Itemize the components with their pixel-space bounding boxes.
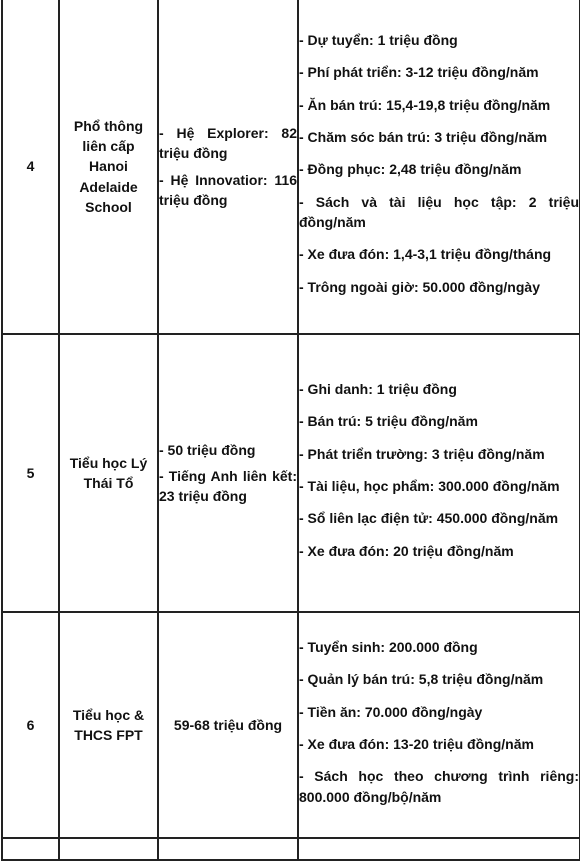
school-name-line: Tiểu học &: [72, 706, 145, 723]
fee-item: - Trông ngoài giờ: 50.000 đồng/ngày: [299, 278, 540, 295]
school-fees-table: [1, 0, 580, 861]
row-number: 4: [2, 0, 59, 334]
school-name: [59, 334, 158, 612]
fees-cell: [298, 838, 580, 860]
fee-item: - Phát triển trường: 3 triệu đồng/năm: [299, 445, 545, 462]
fee-item: - Tiền ăn: 70.000 đồng/ngày: [299, 703, 483, 720]
fee-item: - Ghi danh: 1 triệu đồng: [299, 381, 457, 398]
fee-item: - Xe đưa đón: 20 triệu đồng/năm: [299, 542, 514, 559]
school-name: [59, 612, 158, 838]
fee-item: - Quản lý bán trú: 5,8 triệu đồng/năm: [299, 671, 544, 688]
school-name-line: liên cấp: [82, 138, 135, 155]
tuition-cell: [158, 0, 298, 334]
tuition-cell: [158, 838, 298, 860]
school-name: [59, 0, 158, 334]
tuition-item: - Hệ Innovatior: 116 triệu đồng: [159, 171, 297, 208]
fee-item: - Tuyển sinh: 200.000 đồng: [299, 639, 478, 656]
school-name-line: Phổ thông: [73, 117, 144, 134]
school-name-line: THCS FPT: [74, 727, 143, 743]
fee-item: - Sách học theo chương trình riêng: 800.000 đồng/bộ/năm: [299, 768, 579, 805]
tuition-item: - 50 triệu đồng: [159, 441, 256, 458]
fee-item: - Ăn bán trú: 15,4-19,8 triệu đồng/năm: [299, 96, 551, 113]
school-name-line: School: [85, 198, 132, 215]
table-row: [2, 612, 580, 838]
fee-item: - Dự tuyển: 1 triệu đồng: [299, 32, 458, 49]
tuition-item: - Tiếng Anh liên kết: 23 triệu đồng: [159, 467, 297, 505]
tuition-cell: [158, 612, 298, 838]
fee-item: - Tài liệu, học phẩm: 300.000 đồng/năm: [299, 478, 560, 494]
school-name-line: Hanoi: [89, 158, 128, 175]
fee-item: - Sổ liên lạc điện tử: 450.000 đồng/năm: [299, 510, 559, 527]
fee-item: - Xe đưa đón: 13-20 triệu đồng/năm: [299, 736, 534, 752]
tuition-item: - Hệ Explorer: 82 triệu đồng: [159, 124, 297, 162]
fee-item: - Phí phát triển: 3-12 triệu đồng/năm: [299, 64, 539, 81]
fee-item: - Chăm sóc bán trú: 3 triệu đồng/năm: [299, 129, 548, 146]
tuition-cell: [158, 334, 298, 612]
school-name-line: Adelaide: [79, 178, 138, 195]
row-number: 6: [2, 612, 59, 838]
tuition-item: 59-68 triệu đồng: [173, 716, 283, 733]
table-row: [2, 0, 580, 334]
fees-cell: [298, 612, 580, 838]
row-number: 5: [2, 334, 59, 612]
fees-cell: [298, 334, 580, 612]
school-name-line: Thái Tổ: [83, 475, 134, 491]
fees-cell: [298, 0, 580, 334]
fee-item: - Bán trú: 5 triệu đồng/năm: [299, 413, 478, 430]
school-name: [59, 838, 158, 860]
table-row: [2, 838, 580, 860]
fee-item: - Xe đưa đón: 1,4-3,1 triệu đồng/tháng: [299, 246, 552, 263]
fee-item: - Sách và tài liệu học tập: 2 triệu đồng/năm: [299, 193, 579, 230]
table-row: [2, 334, 580, 612]
row-number: [2, 838, 59, 860]
school-name-line: Tiểu học Lý: [69, 454, 148, 471]
fee-item: - Đồng phục: 2,48 triệu đồng/năm: [299, 161, 522, 178]
